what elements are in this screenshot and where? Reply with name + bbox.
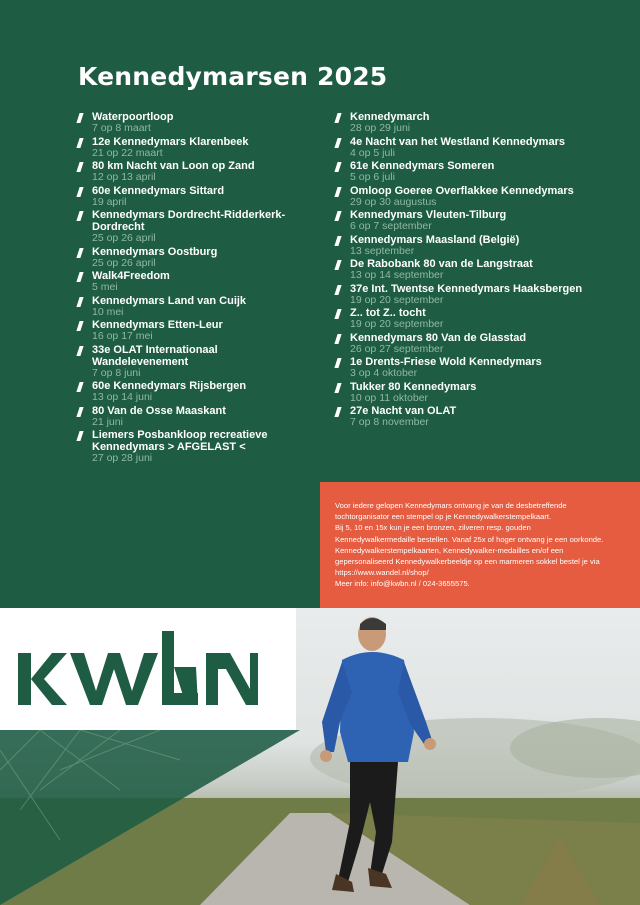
event-item bbox=[78, 160, 308, 184]
green-triangle-overlay bbox=[0, 730, 300, 905]
event-item bbox=[78, 344, 308, 380]
bullet-icon bbox=[78, 272, 85, 282]
info-line: Bij 5, 10 en 15x kun je een bronzen, zilveren resp. gouden bbox=[335, 523, 531, 533]
event-item bbox=[336, 185, 586, 209]
bullet-icon bbox=[336, 407, 343, 417]
event-name: 37e Int. Twentse Kennedymars Haaksbergen bbox=[350, 282, 583, 295]
event-date: 10 mei bbox=[92, 305, 124, 318]
event-date: 25 op 26 april bbox=[92, 256, 156, 269]
event-date: 21 juni bbox=[92, 415, 123, 428]
event-date: 19 op 20 september bbox=[350, 293, 444, 306]
event-item bbox=[336, 332, 586, 356]
event-item bbox=[336, 307, 586, 331]
logo-panel bbox=[0, 608, 296, 730]
event-item bbox=[78, 246, 308, 270]
event-name: Liemers Posbankloop recreatieve Kennedymars > AFGELAST < bbox=[92, 429, 268, 453]
event-item bbox=[336, 111, 586, 135]
event-name: 80 Van de Osse Maaskant bbox=[92, 404, 226, 417]
event-name: Kennedymars Land van Cuijk bbox=[92, 294, 247, 307]
event-item bbox=[78, 185, 308, 209]
bullet-icon bbox=[336, 358, 343, 368]
event-name: Walk4Freedom bbox=[92, 270, 170, 282]
bullet-icon bbox=[336, 309, 343, 319]
event-name: Tukker 80 Kennedymars bbox=[350, 380, 477, 393]
event-date: 29 op 30 augustus bbox=[350, 195, 437, 208]
event-date: 25 op 26 april bbox=[92, 232, 156, 244]
bullet-icon bbox=[336, 236, 343, 246]
contact-info: Meer info: info@kwbn.nl / 024-3655575. bbox=[335, 579, 470, 589]
bullet-icon bbox=[78, 138, 85, 148]
event-name: 12e Kennedymars Klarenbeek bbox=[92, 135, 249, 148]
event-date: 6 op 7 september bbox=[350, 220, 432, 232]
bullet-icon bbox=[336, 187, 343, 197]
event-item bbox=[78, 111, 308, 135]
event-name: De Rabobank 80 van de Langstraat bbox=[350, 258, 533, 270]
event-item bbox=[78, 319, 308, 343]
bullet-icon bbox=[78, 382, 85, 392]
event-date: 27 op 28 juni bbox=[92, 452, 153, 464]
event-item bbox=[336, 283, 586, 307]
bullet-icon bbox=[78, 407, 85, 417]
info-box bbox=[320, 482, 640, 608]
bullet-icon bbox=[336, 260, 343, 270]
info-line: tochtorganisator een stempel op je Kennedywalkerstempelkaart. bbox=[335, 512, 552, 522]
info-line: Kennedywalkermedaille bestellen. Vanaf 25x of hoger ontvang je een oorkonde. bbox=[335, 534, 604, 544]
bullet-icon bbox=[78, 431, 85, 441]
event-date: 13 op 14 september bbox=[350, 269, 444, 281]
event-name: 60e Kennedymars Sittard bbox=[92, 184, 225, 197]
event-item bbox=[78, 429, 308, 465]
bullet-icon bbox=[78, 211, 85, 221]
event-item bbox=[336, 234, 586, 258]
event-item bbox=[336, 356, 586, 380]
bullet-icon bbox=[336, 383, 343, 393]
page-title: Kennedymarsen 2025 bbox=[78, 62, 388, 91]
bullet-icon bbox=[336, 162, 343, 172]
event-item bbox=[78, 405, 308, 429]
event-date: 13 september bbox=[350, 244, 415, 257]
event-date: 5 op 6 juli bbox=[350, 171, 395, 183]
event-date: 10 op 11 oktober bbox=[350, 391, 429, 404]
event-item bbox=[78, 209, 308, 245]
event-name: Kennedymars Vleuten-Tilburg bbox=[350, 209, 507, 221]
bullet-icon bbox=[78, 297, 85, 307]
event-date: 12 op 13 april bbox=[92, 171, 156, 183]
event-date: 28 op 29 juni bbox=[350, 122, 411, 134]
events-list-left bbox=[78, 111, 308, 466]
event-name: 1e Drents-Friese Wold Kennedymars bbox=[350, 356, 542, 368]
event-date: 7 op 8 november bbox=[350, 416, 429, 428]
event-item bbox=[336, 405, 586, 429]
info-line: gepersonaliseerd Kennedywalkerbeeldje op een marmeren sokkel bestel je via bbox=[335, 557, 600, 567]
event-date: 19 op 20 september bbox=[350, 318, 444, 330]
event-date: 4 op 5 juli bbox=[350, 146, 395, 159]
event-name: Kennedymars Dordrecht-Ridderkerk-Dordrecht bbox=[92, 209, 286, 233]
events-list-right bbox=[336, 111, 586, 430]
event-name: Kennedymarch bbox=[350, 111, 430, 123]
event-name: Omloop Goeree Overflakkee Kennedymars bbox=[350, 184, 574, 197]
event-item bbox=[336, 381, 586, 405]
event-item bbox=[78, 270, 308, 294]
event-date: 7 op 8 juni bbox=[92, 366, 141, 379]
shop-link[interactable]: https://www.wandel.nl/shop/ bbox=[335, 568, 429, 578]
event-item bbox=[336, 258, 586, 282]
event-date: 3 op 4 oktober bbox=[350, 367, 418, 379]
event-name: Kennedymars Etten-Leur bbox=[92, 319, 223, 331]
bullet-icon bbox=[78, 346, 85, 356]
event-item bbox=[336, 136, 586, 160]
event-name: Kennedymars Oostburg bbox=[92, 245, 218, 258]
bullet-icon bbox=[78, 321, 85, 331]
event-name: 27e Nacht van OLAT bbox=[350, 405, 457, 417]
bullet-icon bbox=[78, 113, 85, 123]
event-date: 16 op 17 mei bbox=[92, 330, 153, 342]
bullet-icon bbox=[78, 187, 85, 197]
event-item bbox=[78, 380, 308, 404]
event-name: 80 km Nacht van Loon op Zand bbox=[92, 160, 255, 172]
event-item bbox=[78, 295, 308, 319]
event-date: 7 op 8 maart bbox=[92, 122, 151, 134]
event-name: Z.. tot Z.. tocht bbox=[350, 307, 426, 319]
event-name: 61e Kennedymars Someren bbox=[350, 160, 495, 172]
kwbn-logo bbox=[18, 623, 258, 713]
event-name: Waterpoortloop bbox=[92, 111, 174, 123]
event-date: 19 april bbox=[92, 195, 127, 208]
walker-figure bbox=[300, 612, 450, 902]
bullet-icon bbox=[336, 211, 343, 221]
info-line: Voor iedere gelopen Kennedymars ontvang je van de desbetreffende bbox=[335, 501, 567, 510]
event-item bbox=[336, 209, 586, 233]
event-date: 13 op 14 juni bbox=[92, 391, 153, 403]
bullet-icon bbox=[336, 285, 343, 295]
bullet-icon bbox=[336, 334, 343, 344]
bullet-icon bbox=[78, 162, 85, 172]
bullet-icon bbox=[78, 248, 85, 258]
event-name: Kennedymars Maasland (België) bbox=[350, 233, 520, 246]
event-date: 26 op 27 september bbox=[350, 342, 444, 355]
bullet-icon bbox=[336, 138, 343, 148]
bullet-icon bbox=[336, 113, 343, 123]
event-name: 4e Nacht van het Westland Kennedymars bbox=[350, 135, 565, 148]
event-item bbox=[78, 136, 308, 160]
info-text bbox=[335, 500, 628, 590]
event-item bbox=[336, 160, 586, 184]
info-line: Kennedywalkerstempelkaarten, Kennedywalker-medailles en/of een bbox=[335, 545, 564, 555]
event-date: 5 mei bbox=[92, 281, 118, 293]
event-name: 60e Kennedymars Rijsbergen bbox=[92, 380, 247, 392]
event-name: Kennedymars 80 Van de Glasstad bbox=[350, 331, 527, 344]
event-date: 21 op 22 maart bbox=[92, 146, 163, 159]
event-name: 33e OLAT Internationaal Wandelevenement bbox=[92, 343, 218, 368]
